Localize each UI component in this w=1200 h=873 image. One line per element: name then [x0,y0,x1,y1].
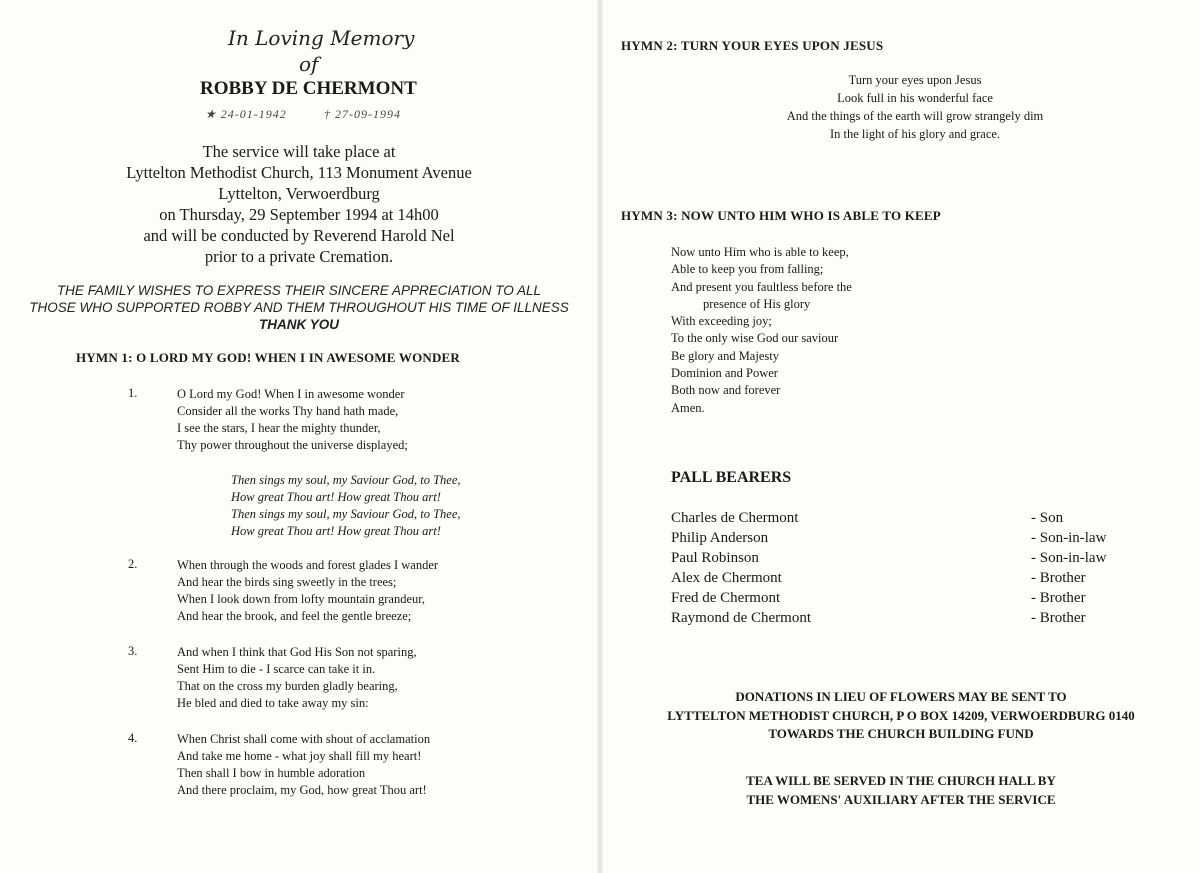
pall-bearer-relation: - Brother [1031,610,1086,626]
verse-line: Both now and forever [671,383,781,398]
donations-note [602,688,1200,744]
pall-bearer-relation: - Son [1031,510,1064,526]
verse-line: Then shall I bow in humble adoration [177,766,366,780]
hymn3-lyrics [671,244,852,417]
verse-line: Be glory and Majesty [671,348,779,363]
birth-date-line [205,107,287,122]
hymn1-title: HYMN 1: O LORD MY GOD! WHEN I IN AWESOME WONDER [76,350,461,365]
verse-line: When Christ shall come with shout of acclamation [177,732,431,746]
tea-line: TEA WILL BE SERVED IN THE CHURCH HALL BY [746,773,1056,788]
tea-note [602,772,1200,809]
verse-line: Able to keep you from falling; [671,262,824,277]
verse-line: That on the cross my burden gladly bearing, [177,679,398,693]
verse-number: 4. [128,731,138,745]
pall-bearer-relation: - Son-in-law [1031,530,1107,546]
verse-line: And the things of the earth will grow strangely dim [786,109,1044,123]
pall-bearer-name: Fred de Chermont [671,590,781,606]
hymn2-lyrics [700,71,1130,143]
hymn3-title: HYMN 3: NOW UNTO HIM WHO IS ABLE TO KEEP [621,208,941,223]
verse-line: And there proclaim, my God, how great Thou art! [177,783,427,797]
donations-line: LYTTELTON METHODIST CHURCH, P O BOX 14209, VERWOERDBURG 0140 [667,707,1135,723]
hymn1-chorus [231,472,461,540]
hymn2-title: HYMN 2: TURN YOUR EYES UPON JESUS [621,38,884,53]
verse-line: I see the stars, I hear the mighty thunder, [177,421,381,435]
service-details [0,141,598,267]
verse-line: Look full in his wonderful face [837,91,993,105]
verse-line: And present you faultless before the [671,279,852,294]
donations-line: DONATIONS IN LIEU OF FLOWERS MAY BE SENT TO [735,689,1067,704]
verse-line: When I look down from lofty mountain grandeur, [177,592,426,606]
verse-line: And when I think that God His Son not sparing, [177,645,417,659]
star-icon: ★ [205,107,217,121]
verse-number: 2. [128,557,138,571]
verse-line: When through the woods and forest glades I wander [177,558,439,572]
service-line: prior to a private Cremation. [204,247,394,266]
verse-line: Turn your eyes upon Jesus [848,73,982,87]
thank-you: THANK YOU [258,317,339,332]
verse-line: Dominion and Power [671,366,778,381]
verse-line: With exceeding joy; [671,314,772,329]
service-line: and will be conducted by Reverend Harold Nel [143,226,455,245]
pall-bearer-name: Raymond de Chermont [671,610,811,626]
service-line: on Thursday, 29 September 1994 at 14h00 [159,205,439,224]
appreciation-line: THE FAMILY WISHES TO EXPRESS THEIR SINCERE APPRECIATION TO ALL [56,283,542,298]
verse-line: Now unto Him who is able to keep, [671,245,849,259]
memory-of: of [299,52,319,76]
verse-line: Thy power throughout the universe displayed; [177,438,408,452]
pall-bearer-name: Charles de Chermont [671,510,799,526]
donations-line: TOWARDS THE CHURCH BUILDING FUND [768,726,1034,741]
hymn1-verse4 [177,731,430,799]
pall-bearers-title: PALL BEARERS [671,469,792,486]
death-date: 27-09-1994 [335,107,401,121]
verse-line: In the light of his glory and grace. [829,127,1001,141]
appreciation-line: THOSE WHO SUPPORTED ROBBY AND THEM THROUGHOUT HIS TIME OF ILLNESS [29,300,569,315]
verse-number: 1. [128,386,138,400]
chorus-line: How great Thou art! How great Thou art! [231,490,441,504]
service-line: Lyttelton Methodist Church, 113 Monument Avenue [126,163,472,182]
deceased-name: ROBBY DE CHERMONT [200,78,417,99]
verse-line: Consider all the works Thy hand hath made, [177,404,399,418]
hymn1-verse3 [177,644,417,712]
hymn1-verse1 [177,386,408,454]
memory-heading: In Loving Memory [228,26,415,50]
death-date-line [324,107,401,122]
service-line: Lyttelton, Verwoerdburg [218,184,380,203]
verse-line: He bled and died to take away my sin: [177,696,369,710]
birth-date: 24-01-1942 [220,107,287,121]
verse-line: And hear the birds sing sweetly in the trees; [177,575,397,589]
pall-bearer-relation: - Brother [1031,590,1086,606]
chorus-line: How great Thou art! How great Thou art! [231,524,441,538]
verse-line: And take me home - what joy shall fill my heart! [177,749,422,763]
cross-icon: † [324,107,331,121]
chorus-line: Then sings my soul, my Saviour God, to Thee, [231,473,461,487]
pall-bearer-name: Alex de Chermont [671,570,782,586]
pall-bearer-relation: - Son-in-law [1031,550,1107,566]
pall-bearer-name: Paul Robinson [671,550,759,566]
pall-bearer-relation: - Brother [1031,570,1086,586]
verse-line: Amen. [671,400,705,415]
verse-line: O Lord my God! When I in awesome wonder [177,387,405,401]
pall-bearer-name: Philip Anderson [671,530,769,546]
verse-line: And hear the brook, and feel the gentle breeze; [177,609,412,623]
verse-line: presence of His glory [703,296,811,311]
hymn1-verse2 [177,557,438,625]
verse-line: Sent Him to die - I scarce can take it in. [177,662,376,676]
service-line: The service will take place at [202,142,396,161]
chorus-line: Then sings my soul, my Saviour God, to Thee, [231,507,461,521]
appreciation-note [0,282,598,333]
tea-line: THE WOMENS' AUXILIARY AFTER THE SERVICE [746,791,1056,807]
verse-number: 3. [128,644,138,658]
verse-line: To the only wise God our saviour [671,331,839,346]
